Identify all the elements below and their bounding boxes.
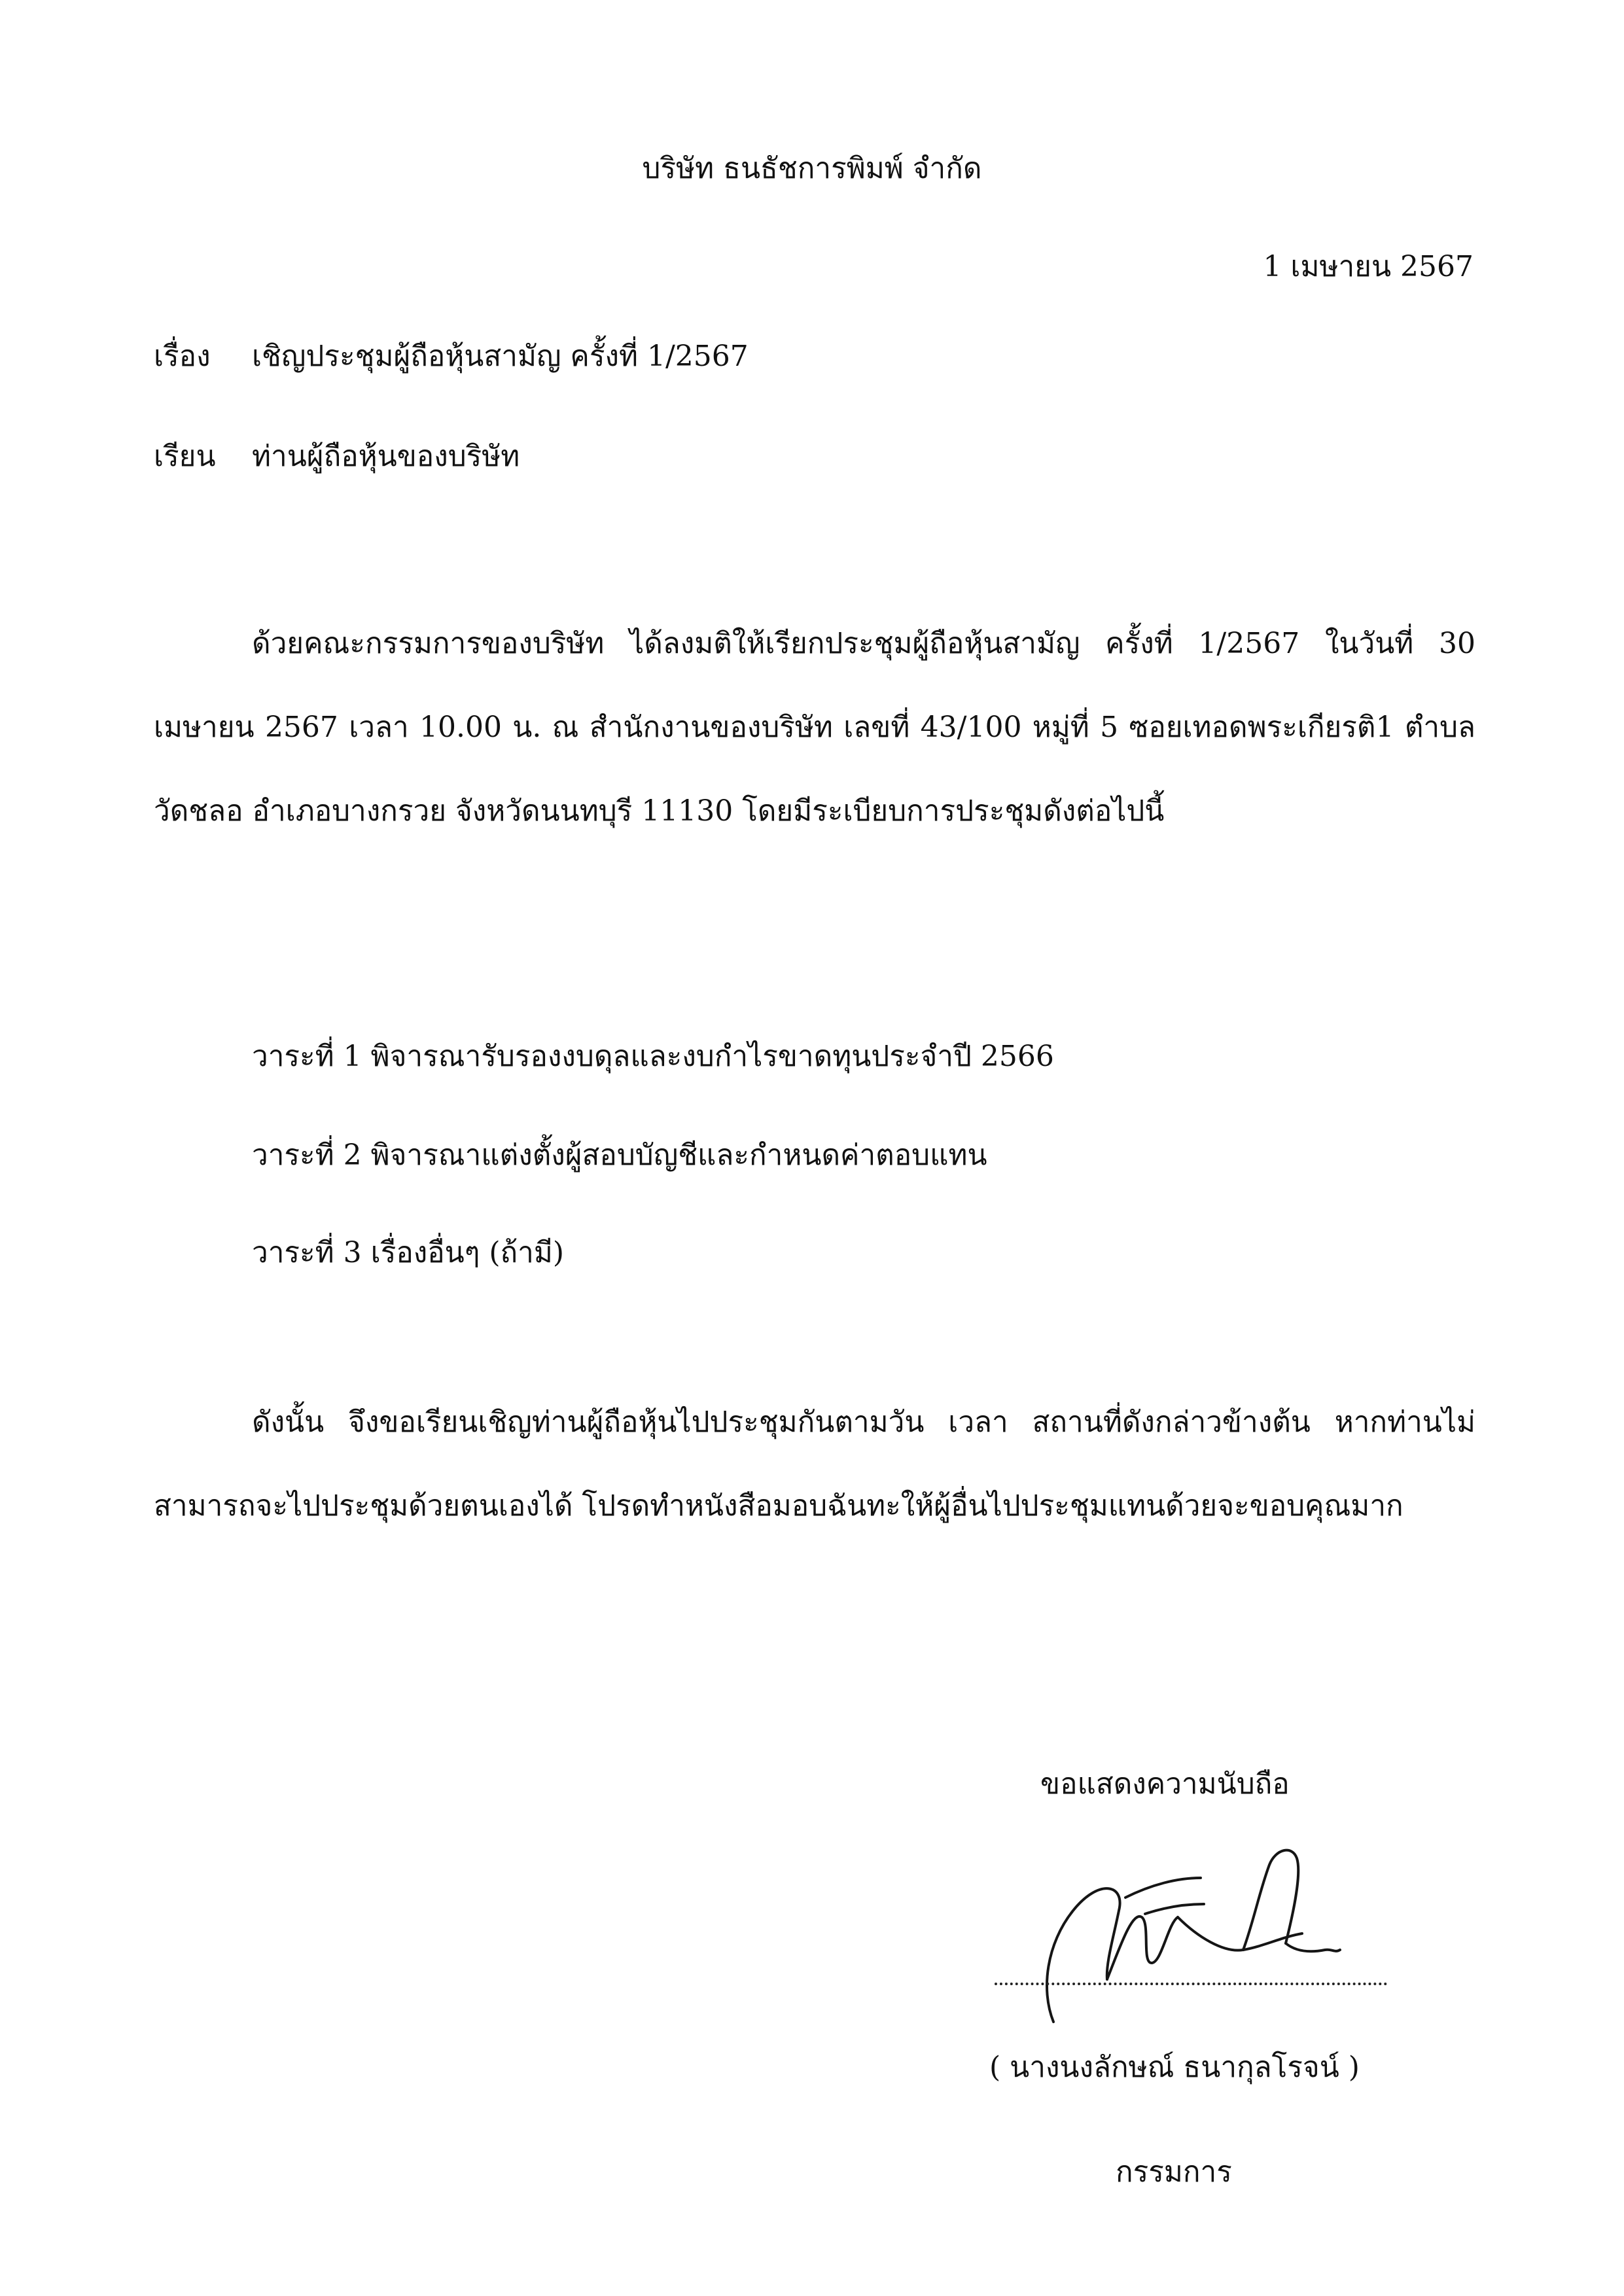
closing-salutation: ขอแสดงความนับถือ (1040, 1767, 1290, 1801)
body-paragraph-1-text: ด้วยคณะกรรมการของบริษัท ได้ลงมติให้เรียกประชุมผู้ถือหุ้นสามัญ ครั้งที่ 1/2567 ในวันที่ 30 เมษายน 2567 เวลา 10.00 น. ณ สำนักงานของบริษัท เลขที่ 43/100 หมู่ที่ 5 ซอยเทอดพระเกียรติ1 ตำบลวัดชลอ อำเภอบางกรวย จังหวัดนนทบุรี 11130 โดยมีระเบียบการประชุมดังต่อไปนี้ (154, 627, 1475, 828)
signer-position: กรรมการ (1116, 2155, 1232, 2189)
body-paragraph-2-text: ดังนั้น จึงขอเรียนเชิญท่านผู้ถือหุ้นไปประชุมกันตามวัน เวลา สถานที่ดังกล่าวข้างต้น หากท่านไม่สามารถจะไปประชุมด้วยตนเองได้ โปรดทำหนังสือมอบฉันทะให้ผู้อื่นไปประชุมแทนด้วยจะขอบคุณมาก (154, 1405, 1475, 1523)
recipient-label: เรียน (154, 440, 216, 473)
subject-text: เชิญประชุมผู้ถือหุ้นสามัญ ครั้งที่ 1/2567 (252, 340, 749, 373)
signer-name: ( นางนงลักษณ์ ธนากุลโรจน์ ) (989, 2051, 1360, 2084)
agenda-item-2: วาระที่ 2 พิจารณาแต่งตั้งผู้สอบบัญชีและกำหนดค่าตอบแทน (252, 1139, 987, 1172)
body-paragraph-1 (154, 602, 1475, 853)
signature-line (995, 1983, 1387, 1985)
handwritten-signature (1027, 1839, 1394, 2028)
agenda-item-3: วาระที่ 3 เรื่องอื่นๆ (ถ้ามี) (252, 1236, 565, 1269)
letter-date: 1 เมษายน 2567 (1263, 250, 1474, 283)
subject-label: เรื่อง (154, 340, 211, 373)
company-name: บริษัท ธนธัชการพิมพ์ จำกัด (642, 152, 982, 185)
body-paragraph-2 (154, 1381, 1475, 1548)
agenda-item-1: วาระที่ 1 พิจารณารับรองงบดุลและงบกำไรขาดทุนประจำปี 2566 (252, 1040, 1054, 1073)
recipient-text: ท่านผู้ถือหุ้นของบริษัท (252, 440, 520, 473)
